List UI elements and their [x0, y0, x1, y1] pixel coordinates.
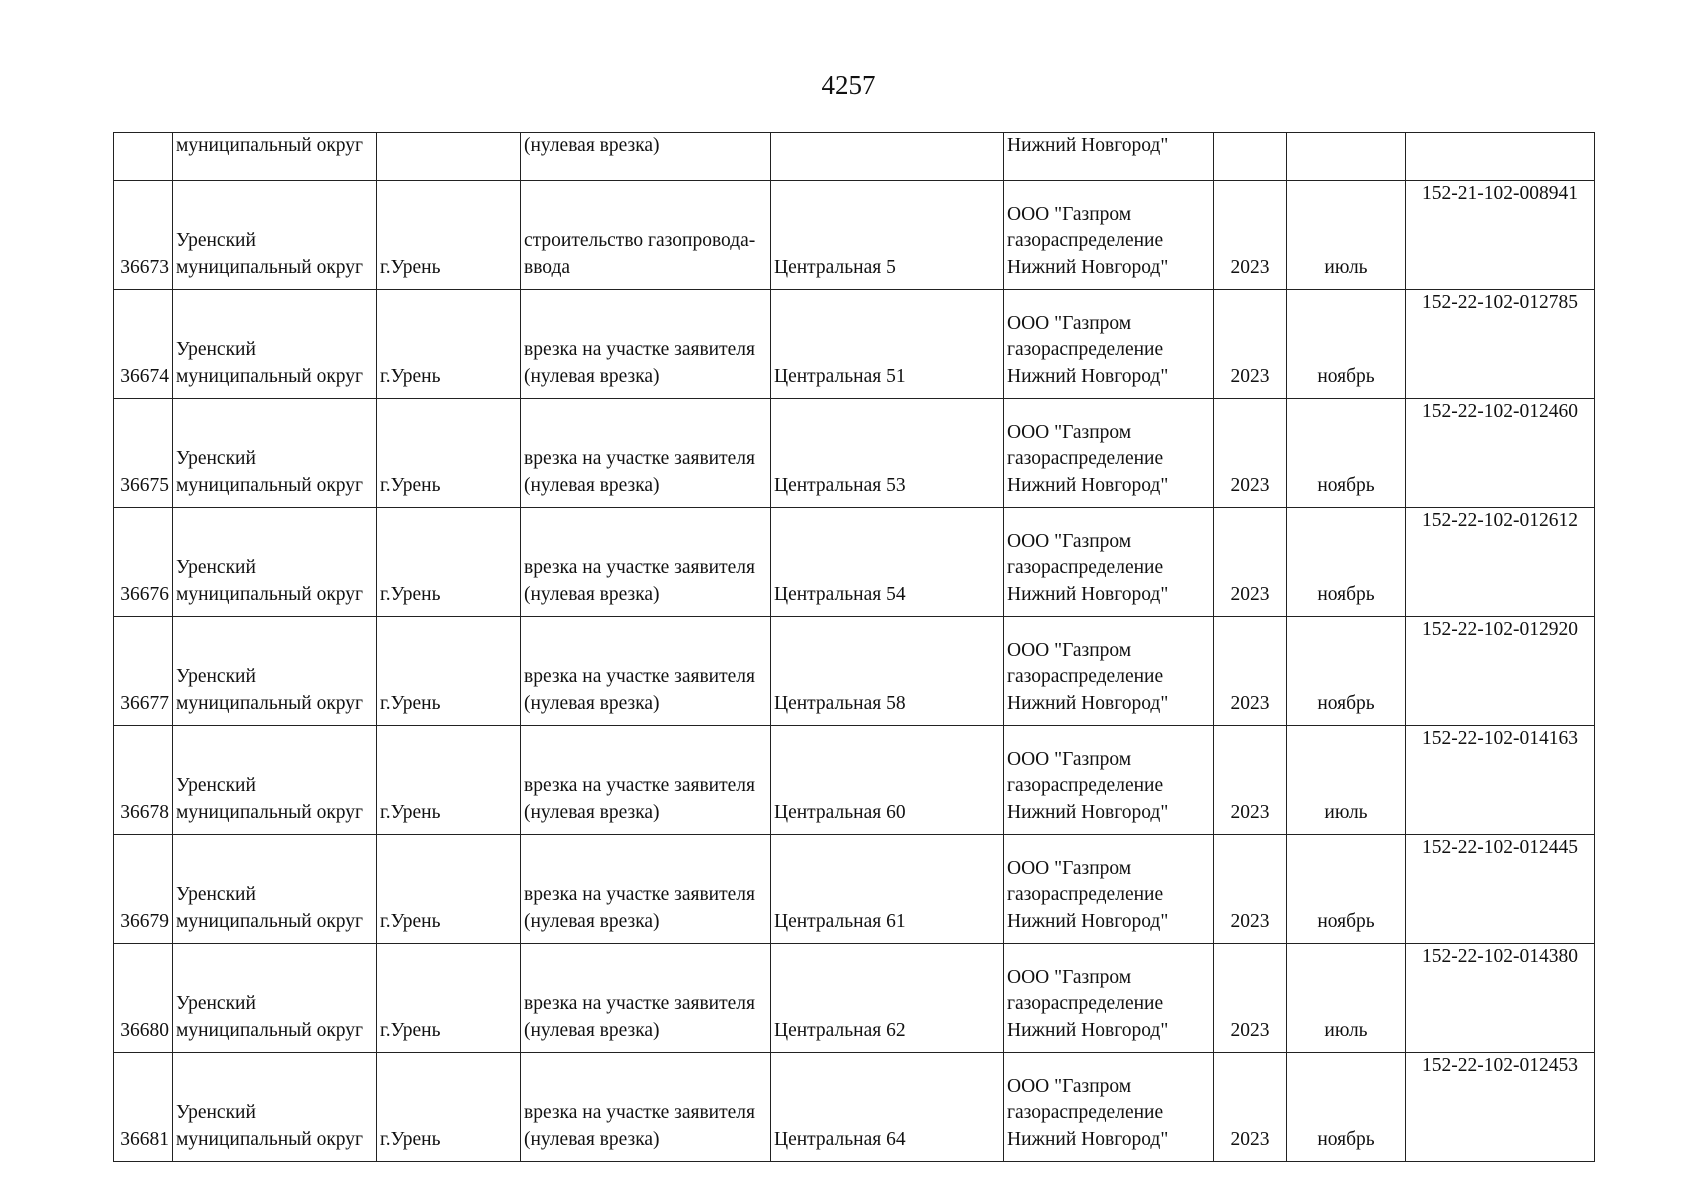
cell-settlement: г.Урень	[377, 290, 521, 399]
organization-line: Нижний Новгород"	[1007, 474, 1169, 496]
cell-district	[173, 617, 377, 726]
organization-line: газораспределение	[1007, 1102, 1164, 1123]
district-line: Уренский	[176, 448, 256, 469]
table-row	[114, 181, 1595, 290]
district-line: Уренский	[176, 993, 256, 1014]
work-line: (нулевая врезка)	[524, 365, 660, 387]
cell-year: 2023	[1214, 1053, 1287, 1162]
organization-line: Нижний Новгород"	[1007, 256, 1169, 278]
work-line: строительство газопровода-	[524, 230, 756, 251]
cell-work	[521, 944, 771, 1053]
organization-line: газораспределение	[1007, 775, 1164, 796]
organization-line: Нижний Новгород"	[1007, 583, 1169, 605]
organization-line: Нижний Новгород"	[1007, 692, 1169, 714]
cell-work	[521, 399, 771, 508]
cell-year: 2023	[1214, 508, 1287, 617]
organization-line: газораспределение	[1007, 448, 1164, 469]
cell-month: ноябрь	[1287, 835, 1406, 944]
cell-organization	[1004, 835, 1214, 944]
cell-address: Центральная 61	[771, 835, 1004, 944]
cell-month	[1287, 133, 1406, 181]
cell-district	[173, 1053, 377, 1162]
cell-organization	[1004, 1053, 1214, 1162]
cell-num: 36680	[114, 944, 173, 1053]
district-line: Уренский	[176, 557, 256, 578]
cell-organization	[1004, 399, 1214, 508]
district-line: муниципальный округ	[176, 1019, 364, 1041]
cell-settlement: г.Урень	[377, 944, 521, 1053]
cell-num: 36677	[114, 617, 173, 726]
cell-settlement: г.Урень	[377, 835, 521, 944]
cell-organization	[1004, 944, 1214, 1053]
district-line: Уренский	[176, 230, 256, 251]
organization-line: газораспределение	[1007, 993, 1164, 1014]
organization-line: ООО "Газпром	[1007, 857, 1132, 879]
district-line: муниципальный округ	[176, 1128, 364, 1150]
table-row	[114, 399, 1595, 508]
cell-num: 36673	[114, 181, 173, 290]
work-line: врезка на участке заявителя	[524, 993, 755, 1014]
district-line: муниципальный округ	[176, 256, 364, 278]
work-line: врезка на участке заявителя	[524, 557, 755, 578]
cell-district	[173, 399, 377, 508]
cell-district	[173, 835, 377, 944]
cell-settlement	[377, 133, 521, 181]
table-row	[114, 508, 1595, 617]
cell-work	[521, 617, 771, 726]
cell-settlement: г.Урень	[377, 1053, 521, 1162]
cell-num: 36676	[114, 508, 173, 617]
table-row-continued	[114, 133, 1595, 181]
work-line: врезка на участке заявителя	[524, 1102, 755, 1123]
cell-code: 152-22-102-014380	[1406, 944, 1595, 1053]
organization-line: ООО "Газпром	[1007, 639, 1132, 661]
cell-organization	[1004, 726, 1214, 835]
cell-year	[1214, 133, 1287, 181]
cell-work	[521, 1053, 771, 1162]
cell-year: 2023	[1214, 944, 1287, 1053]
cell-code: 152-22-102-012785	[1406, 290, 1595, 399]
cell-organization: Нижний Новгород"	[1004, 133, 1214, 181]
cell-month: ноябрь	[1287, 1053, 1406, 1162]
work-line: (нулевая врезка)	[524, 583, 660, 605]
cell-work	[521, 726, 771, 835]
cell-address: Центральная 62	[771, 944, 1004, 1053]
organization-line: Нижний Новгород"	[1007, 365, 1169, 387]
organization-line: газораспределение	[1007, 230, 1164, 251]
cell-address: Центральная 60	[771, 726, 1004, 835]
registry-table	[113, 132, 1595, 1162]
district-line: Уренский	[176, 339, 256, 360]
district-line: муниципальный округ	[176, 692, 364, 714]
organization-line: ООО "Газпром	[1007, 748, 1132, 770]
work-line: (нулевая врезка)	[524, 474, 660, 496]
cell-work	[521, 181, 771, 290]
cell-month: июль	[1287, 181, 1406, 290]
table-body	[114, 133, 1595, 1162]
cell-year: 2023	[1214, 835, 1287, 944]
organization-line: газораспределение	[1007, 339, 1164, 360]
cell-settlement: г.Урень	[377, 726, 521, 835]
cell-settlement: г.Урень	[377, 399, 521, 508]
organization-line: ООО "Газпром	[1007, 312, 1132, 334]
cell-work: (нулевая врезка)	[521, 133, 771, 181]
cell-address: Центральная 64	[771, 1053, 1004, 1162]
cell-code: 152-22-102-012612	[1406, 508, 1595, 617]
organization-line: газораспределение	[1007, 666, 1164, 687]
cell-year: 2023	[1214, 399, 1287, 508]
cell-month: ноябрь	[1287, 290, 1406, 399]
cell-organization	[1004, 508, 1214, 617]
work-line: (нулевая врезка)	[524, 692, 660, 714]
cell-work	[521, 835, 771, 944]
cell-district	[173, 726, 377, 835]
cell-num: 36681	[114, 1053, 173, 1162]
table-row	[114, 617, 1595, 726]
table-row	[114, 726, 1595, 835]
cell-month: ноябрь	[1287, 617, 1406, 726]
cell-num	[114, 133, 173, 181]
district-line: Уренский	[176, 1102, 256, 1123]
cell-address: Центральная 51	[771, 290, 1004, 399]
cell-work	[521, 290, 771, 399]
cell-address: Центральная 58	[771, 617, 1004, 726]
work-line: (нулевая врезка)	[524, 910, 660, 932]
organization-line: газораспределение	[1007, 884, 1164, 905]
district-line: Уренский	[176, 884, 256, 905]
organization-line: Нижний Новгород"	[1007, 910, 1169, 932]
organization-line: Нижний Новгород"	[1007, 1019, 1169, 1041]
organization-line: Нижний Новгород"	[1007, 1128, 1169, 1150]
organization-line: ООО "Газпром	[1007, 966, 1132, 988]
district-line: муниципальный округ	[176, 474, 364, 496]
cell-year: 2023	[1214, 181, 1287, 290]
cell-month: июль	[1287, 944, 1406, 1053]
cell-work	[521, 508, 771, 617]
cell-code: 152-22-102-012920	[1406, 617, 1595, 726]
cell-num: 36679	[114, 835, 173, 944]
work-line: ввода	[524, 256, 571, 278]
organization-line: ООО "Газпром	[1007, 421, 1132, 443]
cell-year: 2023	[1214, 290, 1287, 399]
cell-address: Центральная 5	[771, 181, 1004, 290]
cell-district	[173, 508, 377, 617]
cell-address	[771, 133, 1004, 181]
organization-line: ООО "Газпром	[1007, 1075, 1132, 1097]
work-line: врезка на участке заявителя	[524, 884, 755, 905]
table-row	[114, 1053, 1595, 1162]
work-line: (нулевая врезка)	[524, 801, 660, 823]
cell-num: 36674	[114, 290, 173, 399]
work-line: врезка на участке заявителя	[524, 666, 755, 687]
cell-address: Центральная 53	[771, 399, 1004, 508]
cell-year: 2023	[1214, 726, 1287, 835]
cell-district	[173, 181, 377, 290]
cell-num: 36678	[114, 726, 173, 835]
district-line: муниципальный округ	[176, 583, 364, 605]
cell-code: 152-22-102-012445	[1406, 835, 1595, 944]
cell-settlement: г.Урень	[377, 617, 521, 726]
district-line: муниципальный округ	[176, 365, 364, 387]
cell-code: 152-21-102-008941	[1406, 181, 1595, 290]
organization-line: ООО "Газпром	[1007, 530, 1132, 552]
work-line: врезка на участке заявителя	[524, 339, 755, 360]
cell-district	[173, 944, 377, 1053]
cell-code: 152-22-102-012460	[1406, 399, 1595, 508]
cell-code: 152-22-102-012453	[1406, 1053, 1595, 1162]
page-number: 4257	[821, 70, 876, 100]
table-row	[114, 835, 1595, 944]
cell-district	[173, 290, 377, 399]
table-row	[114, 290, 1595, 399]
organization-line: газораспределение	[1007, 557, 1164, 578]
cell-organization	[1004, 181, 1214, 290]
cell-address: Центральная 54	[771, 508, 1004, 617]
cell-month: ноябрь	[1287, 399, 1406, 508]
cell-district: муниципальный округ	[173, 133, 377, 181]
cell-settlement: г.Урень	[377, 508, 521, 617]
district-line: муниципальный округ	[176, 910, 364, 932]
table-row	[114, 944, 1595, 1053]
district-line: Уренский	[176, 775, 256, 796]
work-line: (нулевая врезка)	[524, 1128, 660, 1150]
cell-month: июль	[1287, 726, 1406, 835]
cell-settlement: г.Урень	[377, 181, 521, 290]
work-line: врезка на участке заявителя	[524, 775, 755, 796]
work-line: (нулевая врезка)	[524, 1019, 660, 1041]
cell-organization	[1004, 617, 1214, 726]
cell-code	[1406, 133, 1595, 181]
district-line: Уренский	[176, 666, 256, 687]
cell-year: 2023	[1214, 617, 1287, 726]
cell-code: 152-22-102-014163	[1406, 726, 1595, 835]
organization-line: ООО "Газпром	[1007, 203, 1132, 225]
cell-month: ноябрь	[1287, 508, 1406, 617]
organization-line: Нижний Новгород"	[1007, 801, 1169, 823]
cell-organization	[1004, 290, 1214, 399]
work-line: врезка на участке заявителя	[524, 448, 755, 469]
district-line: муниципальный округ	[176, 801, 364, 823]
cell-num: 36675	[114, 399, 173, 508]
